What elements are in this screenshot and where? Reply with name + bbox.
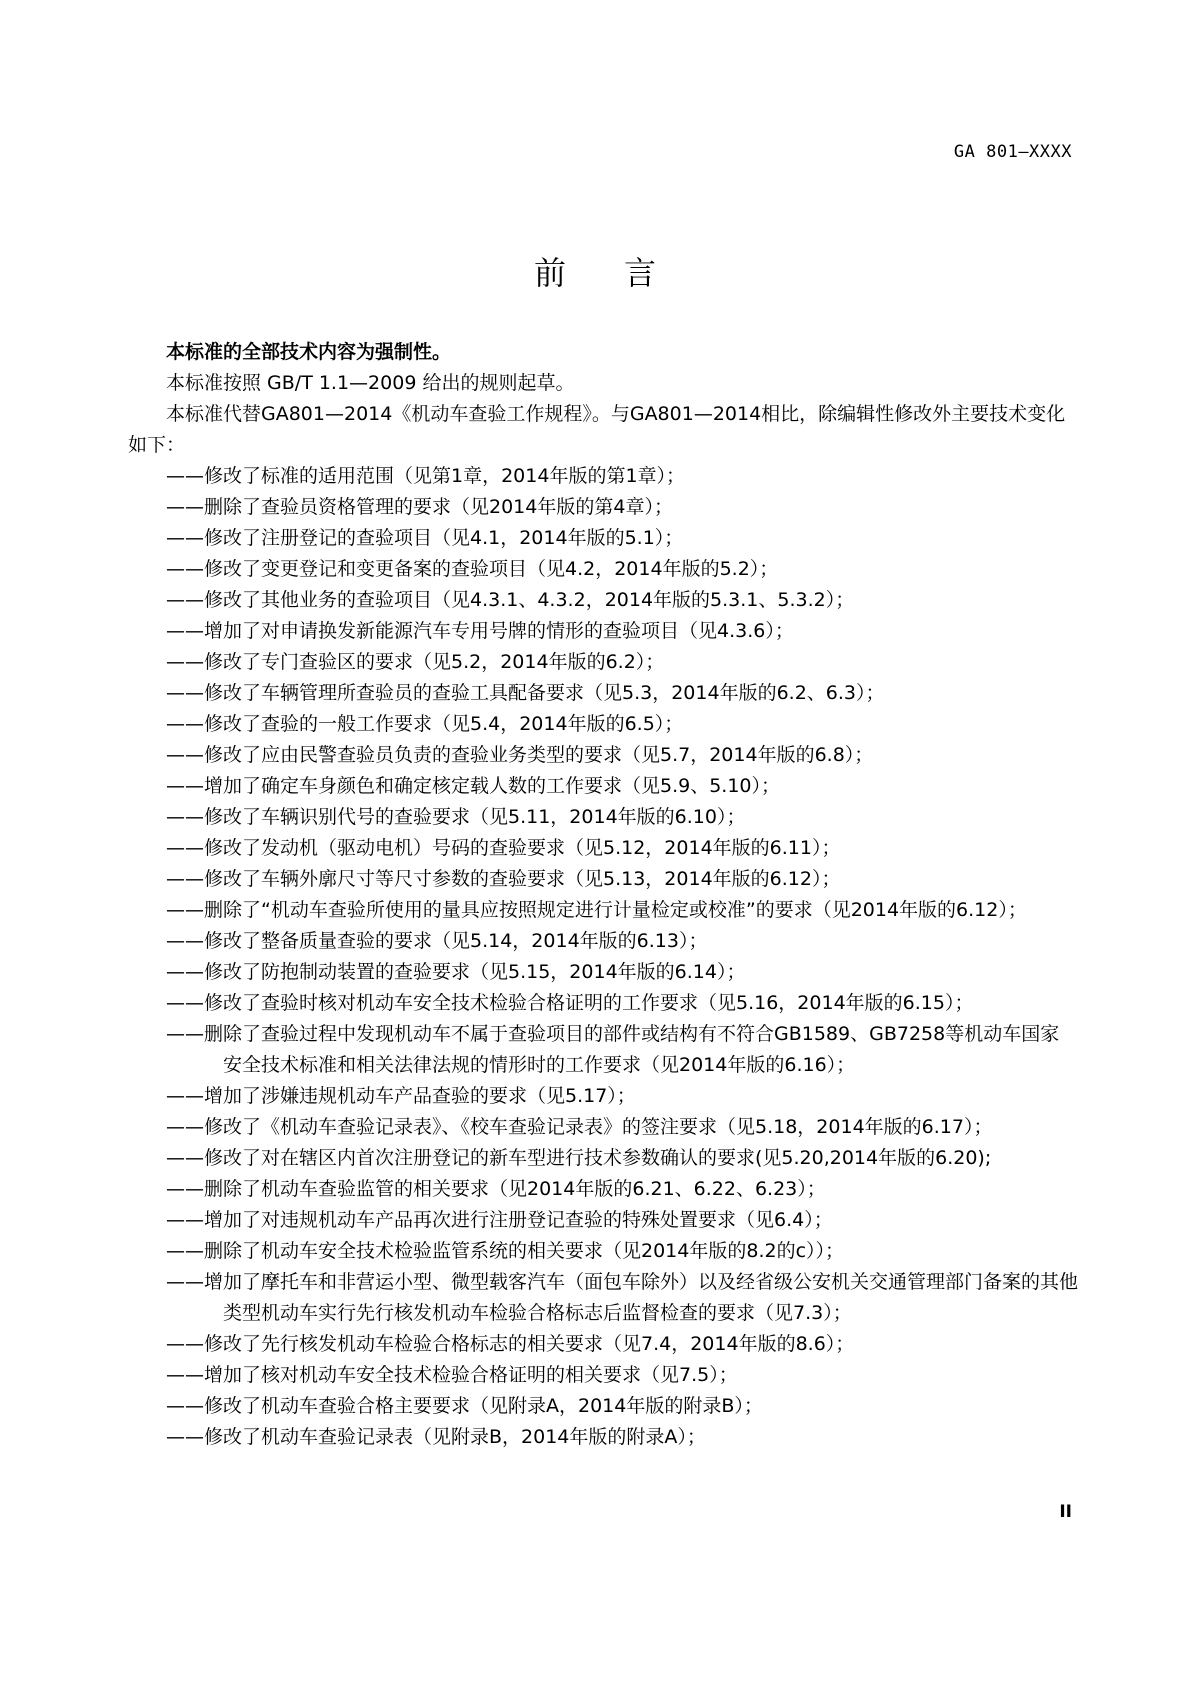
change-text: 修改了发动机（驱动电机）号码的查验要求（见5.12，2014年版的6.11）； [204, 837, 841, 859]
list-dash: —— [166, 1271, 204, 1293]
change-list-item [128, 1174, 1078, 1205]
list-dash: —— [166, 651, 204, 673]
change-text: 修改了注册登记的查验项目（见4.1，2014年版的5.1）； [204, 527, 684, 549]
list-dash: —— [166, 465, 204, 487]
change-text: 修改了专门查验区的要求（见5.2，2014年版的6.2）； [204, 651, 665, 673]
list-dash: —— [166, 682, 204, 704]
change-text: 修改了变更登记和变更备案的查验项目（见4.2，2014年版的5.2）； [204, 558, 779, 580]
change-text: 修改了车辆管理所查验员的查验工具配备要求（见5.3，2014年版的6.2、6.3）； [204, 682, 885, 704]
change-text: 增加了核对机动车安全技术检验合格证明的相关要求（见7.5）； [204, 1364, 738, 1386]
change-list-item [128, 554, 1078, 585]
change-list-item [128, 1360, 1078, 1391]
change-text: 修改了车辆识别代号的查验要求（见5.11，2014年版的6.10）； [204, 806, 746, 828]
change-list-item [128, 1205, 1078, 1236]
change-list-item [128, 740, 1078, 771]
list-dash: —— [166, 775, 204, 797]
change-list-item [128, 1236, 1078, 1267]
change-list-item [128, 647, 1078, 678]
list-dash: —— [166, 868, 204, 890]
change-text: 增加了涉嫌违规机动车产品查验的要求（见5.17）； [204, 1085, 636, 1107]
list-dash: —— [166, 806, 204, 828]
change-text: 删除了查验过程中发现机动车不属于查验项目的部件或结构有不符合GB1589、GB7258等机动车国家安全技术标准和相关法律法规的情形时的工作要求（见2014年版的6.16）； [204, 1023, 1060, 1076]
change-list-item [128, 709, 1078, 740]
change-list-item [128, 895, 1078, 926]
change-list-item [128, 616, 1078, 647]
list-dash: —— [166, 930, 204, 952]
change-list-item [128, 1267, 1078, 1329]
paragraph-drafting-rules: 本标准按照 GB/T 1.1—2009 给出的规则起草。 [166, 372, 575, 394]
change-list-item [128, 833, 1078, 864]
change-list-item [128, 864, 1078, 895]
list-dash: —— [166, 496, 204, 518]
list-dash: —— [166, 1333, 204, 1355]
change-text: 增加了确定车身颜色和确定核定载人数的工作要求（见5.9、5.10）； [204, 775, 781, 797]
change-text: 修改了查验时核对机动车安全技术检验合格证明的工作要求（见5.16，2014年版的6.15）； [204, 992, 974, 1014]
change-list-item [128, 802, 1078, 833]
list-dash: —— [166, 589, 204, 611]
change-text: 修改了应由民警查验员负责的查验业务类型的要求（见5.7，2014年版的6.8）； [204, 744, 874, 766]
list-dash: —— [166, 1209, 204, 1231]
change-text: 删除了“机动车查验所使用的量具应按照规定进行计量检定或校准”的要求（见2014年版的6.12）； [204, 899, 1027, 921]
document-body [128, 337, 1078, 1453]
change-list-item [128, 585, 1078, 616]
list-dash: —— [166, 1085, 204, 1107]
page-number: II [1059, 1502, 1072, 1522]
change-list-item [128, 678, 1078, 709]
list-dash: —— [166, 1178, 204, 1200]
change-list-item [128, 1019, 1078, 1081]
list-dash: —— [166, 961, 204, 983]
list-dash: —— [166, 713, 204, 735]
paragraph-mandatory: 本标准的全部技术内容为强制性。 [166, 341, 452, 363]
change-list-item [128, 492, 1078, 523]
change-text: 修改了防抱制动装置的查验要求（见5.15，2014年版的6.14）； [204, 961, 746, 983]
change-text: 增加了对违规机动车产品再次进行注册登记查验的特殊处置要求（见6.4）； [204, 1209, 833, 1231]
list-dash: —— [166, 899, 204, 921]
change-list-item [128, 926, 1078, 957]
change-text: 修改了查验的一般工作要求（见5.4，2014年版的6.5）； [204, 713, 684, 735]
change-text: 修改了标准的适用范围（见第1章，2014年版的第1章）； [204, 465, 686, 487]
list-dash: —— [166, 620, 204, 642]
change-list-item [128, 461, 1078, 492]
list-dash: —— [166, 837, 204, 859]
change-list-item [128, 1391, 1078, 1422]
change-text: 删除了机动车安全技术检验监管系统的相关要求（见2014年版的8.2的c））； [204, 1240, 845, 1262]
list-dash: —— [166, 1395, 204, 1417]
change-text: 修改了对在辖区内首次注册登记的新车型进行技术参数确认的要求(见5.20,2014年版的6.20); [204, 1147, 992, 1169]
list-dash: —— [166, 558, 204, 580]
change-text: 修改了先行核发机动车检验合格标志的相关要求（见7.4，2014年版的8.6）； [204, 1333, 855, 1355]
paragraph-replacement: 本标准代替GA801—2014《机动车查验工作规程》。与GA801—2014相比，除编辑性修改外主要技术变化如下： [128, 403, 1066, 456]
list-dash: —— [166, 744, 204, 766]
change-text: 修改了机动车查验合格主要要求（见附录A，2014年版的附录B）； [204, 1395, 763, 1417]
list-dash: —— [166, 1364, 204, 1386]
change-text: 修改了机动车查验记录表（见附录B，2014年版的附录A）； [204, 1426, 706, 1448]
page-title: 前言 [533, 254, 714, 292]
change-list [128, 461, 1078, 1453]
change-list-item [128, 523, 1078, 554]
change-list-item [128, 1143, 1078, 1174]
change-text: 修改了整备质量查验的要求（见5.14，2014年版的6.13）； [204, 930, 708, 952]
change-text: 修改了《机动车查验记录表》、《校车查验记录表》的签注要求（见5.18，2014年版的6.17）； [204, 1116, 993, 1138]
list-dash: —— [166, 1147, 204, 1169]
change-text: 增加了对申请换发新能源汽车专用号牌的情形的查验项目（见4.3.6）； [204, 620, 794, 642]
list-dash: —— [166, 527, 204, 549]
change-list-item [128, 957, 1078, 988]
list-dash: —— [166, 1023, 204, 1045]
change-list-item [128, 988, 1078, 1019]
change-text: 增加了摩托车和非营运小型、微型载客汽车（面包车除外）以及经省级公安机关交通管理部门备案的其他类型机动车实行先行核发机动车检验合格标志后监督检查的要求（见7.3）； [204, 1271, 1079, 1324]
change-text: 删除了查验员资格管理的要求（见2014年版的第4章）； [204, 496, 673, 518]
standard-code: GA 801—XXXX [953, 142, 1072, 162]
change-list-item [128, 1081, 1078, 1112]
change-list-item [128, 1112, 1078, 1143]
list-dash: —— [166, 1116, 204, 1138]
list-dash: —— [166, 1426, 204, 1448]
change-text: 修改了其他业务的查验项目（见4.3.1、4.3.2，2014年版的5.3.1、5.3.2）； [204, 589, 855, 611]
change-text: 删除了机动车查验监管的相关要求（见2014年版的6.21、6.22、6.23）； [204, 1178, 826, 1200]
list-dash: —— [166, 1240, 204, 1262]
change-list-item [128, 1329, 1078, 1360]
change-text: 修改了车辆外廓尺寸等尺寸参数的查验要求（见5.13，2014年版的6.12）； [204, 868, 841, 890]
change-list-item [128, 771, 1078, 802]
list-dash: —— [166, 992, 204, 1014]
change-list-item [128, 1422, 1078, 1453]
